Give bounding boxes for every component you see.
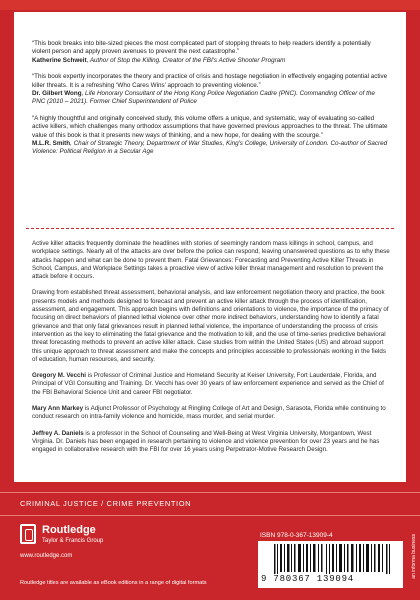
content-panel — [14, 12, 406, 482]
endorsement-text: “This book breaks into bite-sized pieces the most complicated part of stopping threats to help readers identify a potentially violent person and apply proven avenues to prevent the next catastrophe.” — [32, 40, 371, 56]
description-paragraph-1: Active killer attacks frequently dominate the headlines with stories of seemingly random mass killings in school, campus, and workplace settings. Nearly all of the attacks are over before the police can respond, leaving unanswered questions as to why these attacks happen and what can be done to prevent them. Fatal Grievances: Forecasting and Preventing Active Killer Threats in School, Campus, and Workplace Settings takes a proactive view of active killer threat management and resolution to prevent the attack before it occurs. — [32, 240, 390, 281]
endorser-name: M.L.R. Smith — [32, 140, 71, 148]
author-bio-text: is Adjunct Professor of Psychology at Ringling College of Art and Design, Sarasota, Florida while continuing to conduct research on intra-family violence and homicide, mass murder, and serial murder. — [32, 405, 386, 421]
divider — [26, 228, 394, 229]
author-bio-3 — [32, 430, 390, 455]
publisher-name: Routledge — [42, 524, 96, 536]
publisher-group: Taylor & Francis Group — [42, 538, 104, 544]
routledge-logo-icon — [20, 524, 36, 544]
endorsement-3 — [32, 115, 388, 157]
author-name: Mary Ann Markey — [32, 405, 84, 413]
endorsement-text: “This book expertly incorporates the theory and practice of crisis and hostage negotiation in effectively engaging potential active killer threats. It is a refreshing ‘Who Cares Wins’ approach to preventing violence.” — [32, 73, 388, 89]
informa-imprint: an informa business — [411, 534, 417, 579]
endorsement-text: “A highly thoughtful and originally conceived study, this volume offers a unique, and systematic, way of evaluating so-called active killers, which challenges many orthodox assumptions that have governed previous approaches to the threat. The ultimate value of this book is that it presents new ways of thinking, and a new hope, for dealing with the scourge.” — [32, 114, 388, 139]
publisher-url[interactable]: www.routledge.com — [20, 553, 73, 559]
author-bio-text: is a professor in the School of Counseling and Well-Being at West Virginia University, Morgantown, West Virginia. Dr. Daniels has been engaged in research pertaining to violence and violence prevention for over 23 years and he has engaged in collaborative research with the FBI for over 16 years using Perpetrator-Motive Research Design. — [32, 429, 380, 454]
endorser-name: Katherine Schweit — [32, 56, 87, 64]
endorser-credential: , Chair of Strategic Theory, Department of War Studies, King's College, University of London. Co-author of Sacred Violence: Political Religion in a Secular Age — [32, 140, 388, 156]
barcode-digits: 9 780367 139094 — [261, 574, 355, 584]
top-strip — [0, 0, 420, 10]
ebook-note: Routledge titles are available as eBook editions in a range of digital formats — [20, 580, 207, 586]
barcode-bars-icon — [274, 544, 392, 574]
endorser-name: Dr. Gilbert Wong — [32, 90, 82, 98]
description — [32, 240, 390, 463]
subject-category: CRIMINAL JUSTICE / CRIME PREVENTION — [20, 499, 192, 508]
description-paragraph-2: Drawing from established threat assessment, behavioral analysis, and law enforcement negotiation theory and practice, the book presents models and methods designed to forecast and prevent an active killer attack through the process of identification, assessment, and engagement. This approach begins with definitions and orientations to violence, the importance of the primacy of focusing on direct behaviors of planned lethal violence over other more indirect behaviors, understanding how to identify a fatal grievance and that only fatal grievances result in planned lethal violence, the importance of understanding the process of crisis intervention as the key to eliminating the fatal grievance and the motivation to kill, and the use of time-series predictive behavioral threat forecasting methods to prevent an active killer attack. Case studies from within the United States (US) and abroad support this unique approach to threat assessment and make the concepts and principles accessible to professionals working in the fields of education, human resources, and security. — [32, 289, 389, 363]
author-bio-1 — [32, 372, 390, 397]
endorsement-2 — [32, 73, 388, 107]
endorser-credential: , Author of Stop the Killing. Creator of the FBI's Active Shooter Program — [86, 56, 286, 64]
author-name: Gregory M. Vecchi — [32, 372, 86, 380]
barcode — [258, 541, 403, 588]
endorsement-1 — [32, 40, 388, 65]
author-bio-text: is Professor of Criminal Justice and Homeland Security at Keiser University, Fort Lauderdale, Florida, and Principal of VGI Consulting and Training. Dr. Vecchi has over 30 years of law enforcement experience and served as the Chief of the FBI Behavioral Science Unit and career FBI negotiator. — [32, 372, 384, 396]
isbn-label: ISBN 978-0-367-13909-4 — [260, 532, 333, 539]
author-bio-2 — [32, 405, 390, 422]
endorser-credential: , Life Honorary Consultant of the Hong Kong Police Negotiation Cadre (PNC). Commanding Officer of the PNC (2010 – 2021). Former Chief Superintendent of Police — [32, 90, 375, 106]
endorsements — [32, 40, 388, 165]
author-name: Jeffrey A. Daniels — [32, 429, 84, 437]
